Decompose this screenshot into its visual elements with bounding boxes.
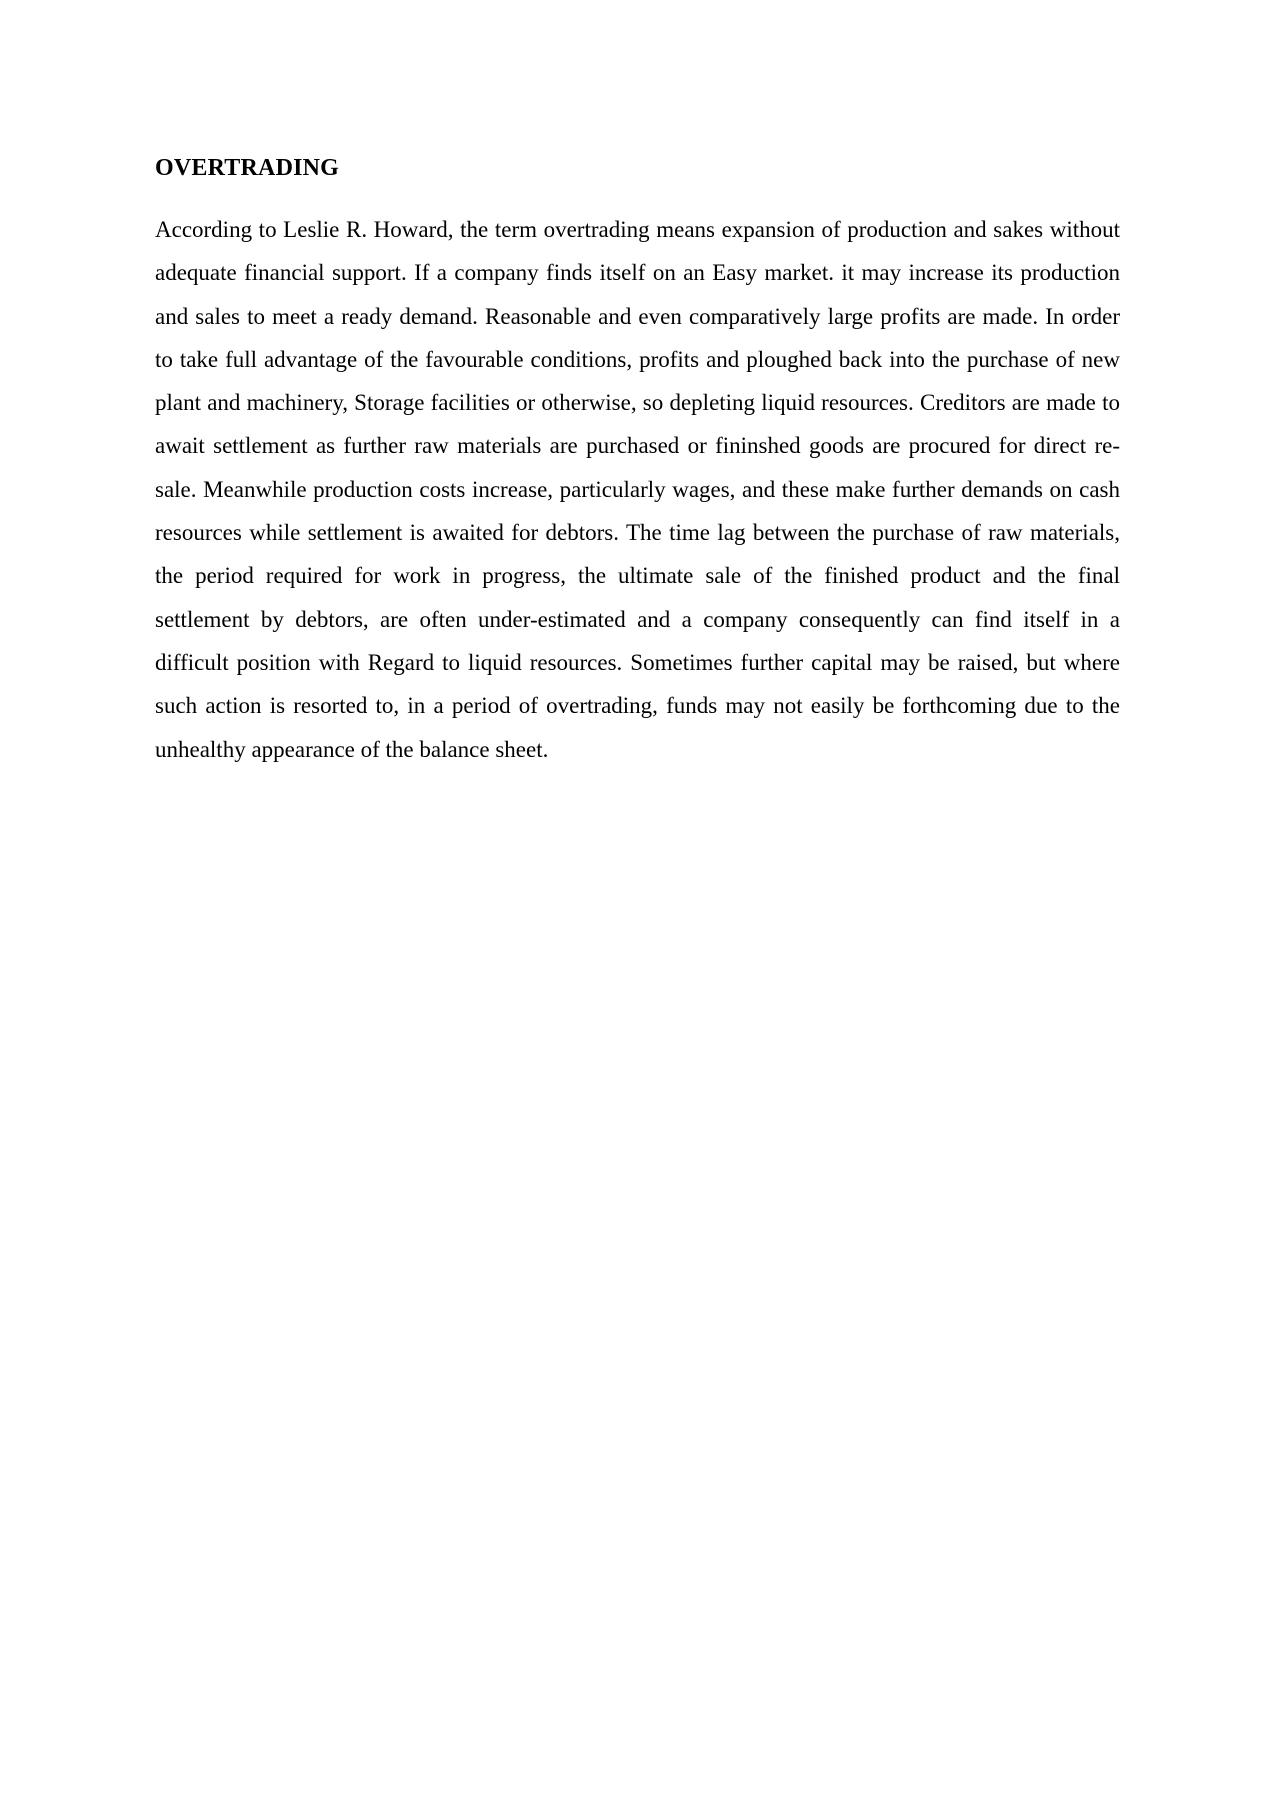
document-content (155, 150, 1120, 771)
document-heading: OVERTRADING (155, 155, 340, 181)
document-paragraph: According to Leslie R. Howard, the term overtrading means expansion of production and sakes without adequate financial support. If a company finds itself on an Easy market. it may increase its production and sales to meet a ready demand. Reasonable and even comparatively large profits are made. In order to take full advantage of the favourable conditions, profits and ploughed back into the purchase of new plant and machinery, Storage facilities or otherwise, so depleting liquid resources. Creditors are made to await settlement as further raw materials are purchased or fininshed goods are procured for direct re-sale. Meanwhile production costs increase, particularly wages, and these make further demands on cash resources while settlement is awaited for debtors. The time lag between the purchase of raw materials, the period required for work in progress, the ultimate sale of the finished product and the final settlement by debtors, are often under-estimated and a company consequently can find itself in a difficult position with Regard to liquid resources. Sometimes further capital may be raised, but where such action is resorted to, in a period of overtrading, funds may not easily be forthcoming due to the unhealthy appearance of the balance sheet. (155, 217, 1120, 762)
